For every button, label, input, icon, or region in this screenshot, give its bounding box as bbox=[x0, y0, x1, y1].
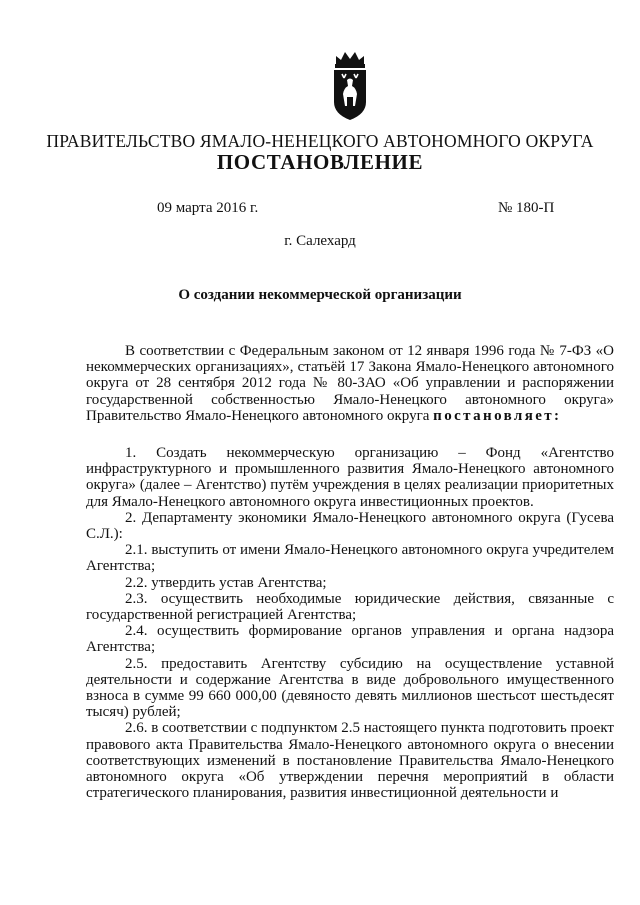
item-paragraph: 2.2. утвердить устав Агентства; bbox=[125, 574, 327, 591]
item-paragraph: 2.1. выступить от имени Ямало-Ненецкого автономного округа учредителем Агентства; bbox=[86, 542, 614, 575]
preamble-verb: постановляет: bbox=[433, 407, 562, 424]
document-subject: О создании некоммерческой организации bbox=[178, 287, 462, 303]
item-paragraph: 2. Департаменту экономики Ямало-Ненецкого автономного округа (Гусева С.Л.): bbox=[86, 509, 614, 543]
item-paragraph: 2.5. предоставить Агентству субсидию на осуществление уставной деятельности и содержание Агентства в виде добровольного имущественного взноса в сумме 99 660 000,00 (девяносто девять миллионов шестьсот шестьдесят тысяч) рублей; bbox=[86, 655, 614, 721]
preamble-paragraph bbox=[86, 343, 614, 424]
preamble-text: В соответствии с Федеральным законом от 12 января 1996 года № 7-ФЗ «О некоммерческих организациях», статьёй 17 Закона Ямало-Ненецкого автономного округа от 28 сентября 2012 года № 80-ЗАО «Об управлении и распоряжении государственной собственностью Ямало-Ненецкого автономного округа» Правительство Ямало-Ненецкого автономного округа bbox=[86, 343, 614, 424]
item-paragraph: 2.4. осуществить формирование органов управления и органа надзора Агентства; bbox=[86, 623, 614, 656]
item-paragraph: 2.6. в соответствии с подпунктом 2.5 настоящего пункта подготовить проект правового акта Правительства Ямало-Ненецкого автономного округа о внесении соответствующих изменений в постановление Правительства Ямало-Ненецкого автономного округа «Об утверждении перечня мероприятий в области стратегического планирования, развития инвестиционной деятельности и bbox=[86, 720, 614, 802]
document-body bbox=[86, 343, 614, 424]
document-items bbox=[86, 445, 614, 801]
document-date: 09 марта 2016 г. bbox=[157, 200, 259, 216]
yamal-coat-of-arms-icon bbox=[330, 50, 370, 122]
document-city: г. Салехард bbox=[284, 233, 356, 249]
item-paragraph: 2.3. осуществить необходимые юридические действия, связанные с государственной регистрацией Агентства; bbox=[86, 590, 614, 624]
item-paragraph: 1. Создать некоммерческую организацию – Фонд «Агентство инфраструктурного и промышленного развития Ямало-Ненецкого автономного округа» (далее – Агентство) путём учреждения в целях реализации приоритетных для Ямало-Ненецкого автономного округа инвестиционных проектов. bbox=[86, 445, 614, 510]
document-number: № 180-П bbox=[498, 200, 555, 216]
document-type: ПОСТАНОВЛЕНИЕ bbox=[216, 150, 424, 174]
government-name: ПРАВИТЕЛЬСТВО ЯМАЛО-НЕНЕЦКОГО АВТОНОМНОГО ОКРУГА bbox=[46, 131, 594, 151]
